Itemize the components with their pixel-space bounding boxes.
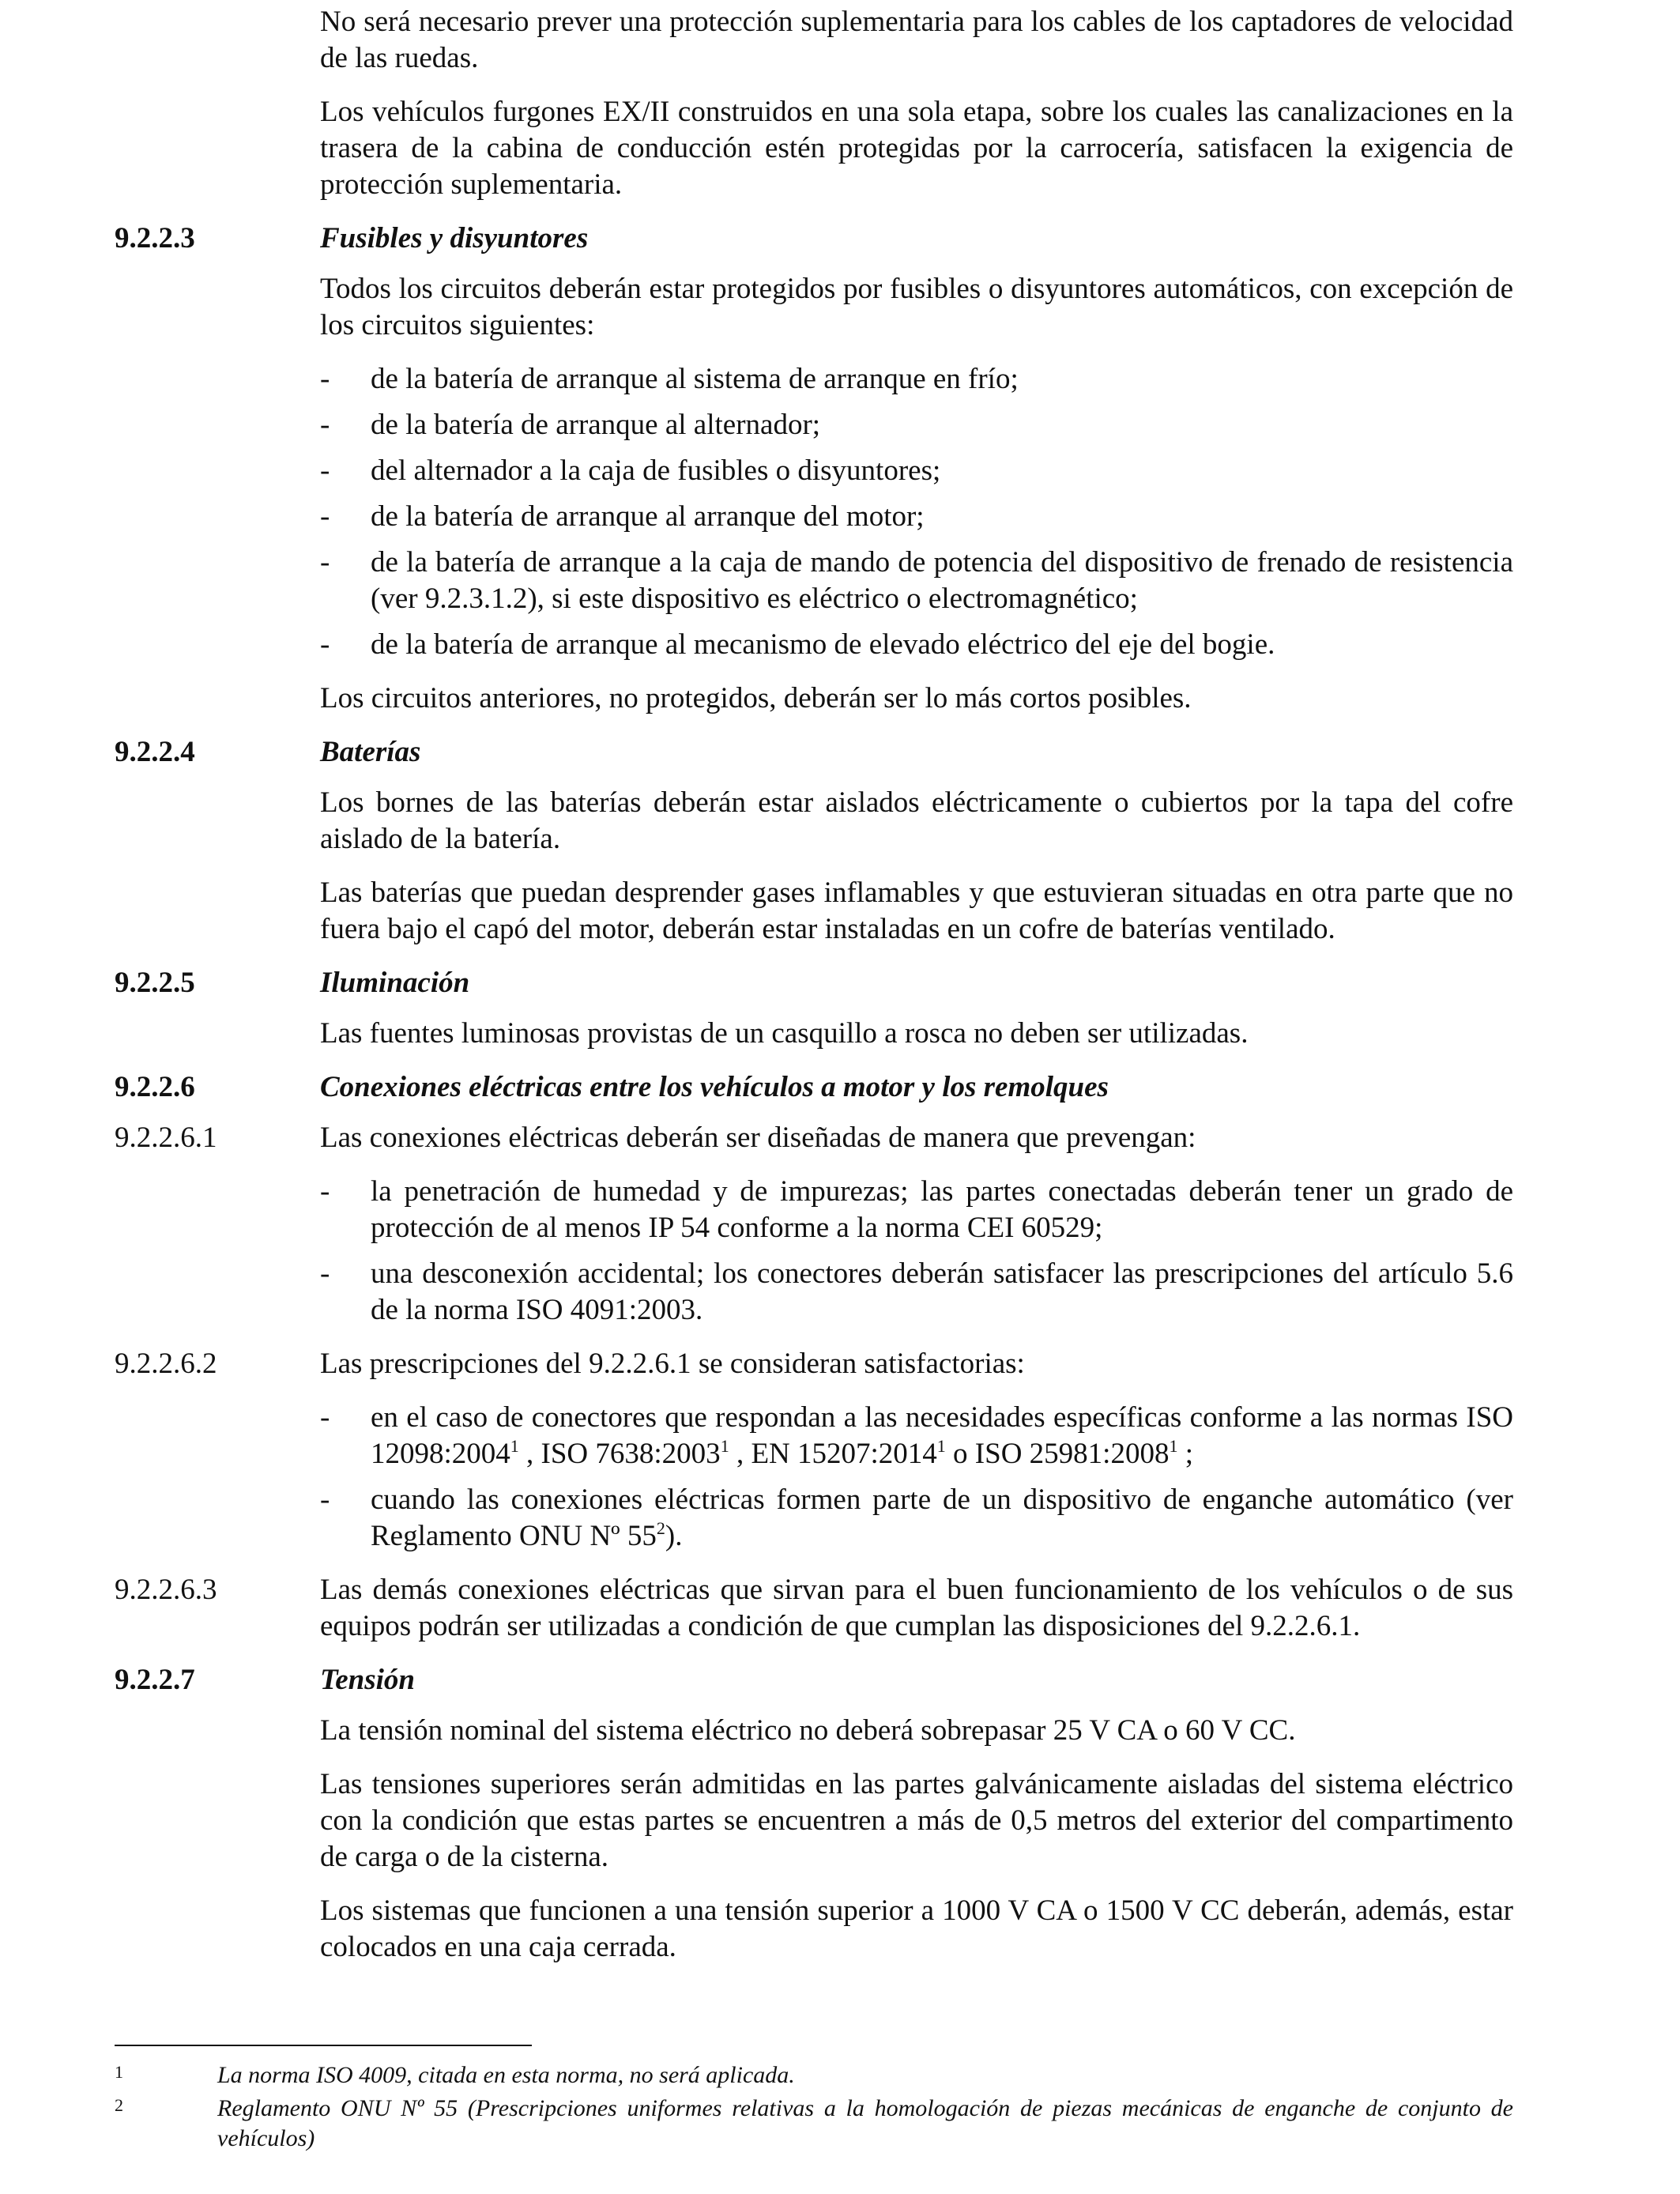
section-heading-9-2-2-7 <box>115 1662 1513 1698</box>
dash-marker: - <box>320 363 330 395</box>
subsection-text: Las conexiones eléctricas deberán ser diseñadas de manera que prevengan: <box>320 1122 1196 1154</box>
paragraph: No será necesario prever una protección suplementaria para los cables de los captadores de velocidad de las ruedas. <box>320 6 1513 74</box>
section-title: Baterías <box>320 736 421 768</box>
footnote-ref[interactable]: 1 <box>720 1436 729 1456</box>
paragraph: Los bornes de las baterías deberán estar aislados eléctricamente o cubiertos por la tapa del cofre aislado de la batería. <box>320 786 1513 855</box>
document-body <box>115 4 1513 1983</box>
list-item: - de la batería de arranque a la caja de mando de potencia del dispositivo de frenado de resistencia (ver 9.2.3.1.2), si este dispositivo es eléctrico o electromagnético; <box>320 545 1513 617</box>
standard-ref: ISO 12098:2004 <box>371 1401 1514 1470</box>
subsection-number: 9.2.2.6.3 <box>115 1574 217 1606</box>
section-number: 9.2.2.4 <box>115 736 195 768</box>
section-number: 9.2.2.7 <box>115 1664 195 1696</box>
standard-ref: o ISO 25981:2008 <box>953 1438 1170 1470</box>
dash-marker: - <box>320 546 330 579</box>
footnote-ref[interactable]: 1 <box>936 1436 946 1456</box>
footnote-ref[interactable]: 2 <box>656 1518 665 1538</box>
dash-marker: - <box>320 409 330 441</box>
section-heading-9-2-2-4 <box>115 734 1513 771</box>
list-item: - de la batería de arranque al mecanismo de elevado eléctrico del eje del bogie. <box>320 627 1513 663</box>
paragraph: La tensión nominal del sistema eléctrico no deberá sobrepasar 25 V CA o 60 V CC. <box>320 1714 1296 1747</box>
list-item: - cuando las conexiones eléctricas formen parte de un dispositivo de enganche automático (ver Reglamento ONU Nº $55^2$). <box>320 1482 1513 1555</box>
subsection-text: Las prescripciones del 9.2.2.6.1 se consideran satisfactorias: <box>320 1348 1025 1380</box>
list-item: - de la batería de arranque al alternador; <box>320 407 1513 443</box>
footnote <box>115 2094 1513 2154</box>
dash-marker: - <box>320 500 330 533</box>
paragraph: Las tensiones superiores serán admitidas en las partes galvánicamente aisladas del sistema eléctrico con la condición que estas partes se encuentren a más de 0,5 metros del exterior del compartimento de carga o de la cisterna. <box>320 1768 1513 1873</box>
paragraph: Todos los circuitos deberán estar protegidos por fusibles o disyuntores automáticos, con excepción de los circuitos siguientes: <box>320 273 1513 341</box>
bullet-list <box>320 1174 1513 1329</box>
section-heading-9-2-2-5 <box>115 965 1513 1001</box>
section-title: Tensión <box>320 1664 415 1696</box>
section-number: 9.2.2.3 <box>115 222 195 254</box>
section-heading-9-2-2-3 <box>115 221 1513 257</box>
footnote-ref[interactable]: 1 <box>1169 1436 1178 1456</box>
list-item: - una desconexión accidental; los conectores deberán satisfacer las prescripciones del artículo 5.6 de la norma ISO 4091:2003. <box>320 1256 1513 1329</box>
section-title: Conexiones eléctricas entre los vehículos a motor y los remolques <box>320 1071 1109 1103</box>
footnote-mark: 2 <box>115 2095 123 2115</box>
footnote <box>115 2060 1513 2090</box>
section-title: Iluminación <box>320 967 470 999</box>
bullet-list <box>320 1400 1513 1555</box>
footnote-separator <box>115 2045 532 2046</box>
standard-ref: , ISO 7638:2003 <box>526 1438 721 1470</box>
dash-marker: - <box>320 1175 330 1208</box>
subsection-9-2-2-6-1 <box>115 1120 1513 1156</box>
dash-marker: - <box>320 1401 330 1434</box>
list-item: - de la batería de arranque al sistema de arranque en frío; <box>320 361 1513 398</box>
list-item: - del alternador a la caja de fusibles o disyuntores; <box>320 453 1513 489</box>
footnote-ref[interactable]: 1 <box>510 1436 519 1456</box>
list-item: - la penetración de humedad y de impurezas; las partes conectadas deberán tener un grado de protección de al menos IP 54 conforme a la norma CEI 60529; <box>320 1174 1513 1246</box>
list-item: - de la batería de arranque al arranque del motor; <box>320 499 1513 535</box>
dash-marker: - <box>320 628 330 661</box>
paragraph: Los circuitos anteriores, no protegidos, deberán ser lo más cortos posibles. <box>320 682 1192 714</box>
subsection-9-2-2-6-3 <box>115 1572 1513 1645</box>
paragraph: Los sistemas que funcionen a una tensión superior a 1000 V CA o 1500 V CC deberán, además, estar colocados en una caja cerrada. <box>320 1894 1513 1963</box>
dash-marker: - <box>320 1257 330 1290</box>
list-item: - en el caso de conectores que respondan a las necesidades específicas conforme a las normas ISO 12098:2004$^1$ , ISO 7638:2003$^1$ , EN 15207:2014$^1$ o ISO 25981:2008$^1$ ; <box>320 1400 1513 1472</box>
paragraph: Las baterías que puedan desprender gases inflamables y que estuvieran situadas en otra parte que no fuera bajo el capó del motor, deberán estar instaladas en un cofre de baterías ventilado. <box>320 876 1513 945</box>
paragraph: Los vehículos furgones EX/II construidos en una sola etapa, sobre los cuales las canalizaciones en la trasera de la cabina de conducción estén protegidas por la carrocería, satisfacen la exigencia de protección suplementaria. <box>320 96 1513 201</box>
section-heading-9-2-2-6 <box>115 1069 1513 1106</box>
dash-marker: - <box>320 1483 330 1516</box>
subsection-number: 9.2.2.6.1 <box>115 1122 217 1154</box>
footnotes <box>115 2060 1513 2157</box>
standard-ref: , EN 15207:2014 <box>736 1438 937 1470</box>
section-number: 9.2.2.6 <box>115 1071 195 1103</box>
footnote-text: La norma ISO 4009, citada en esta norma, no será aplicada. <box>217 2062 795 2088</box>
dash-marker: - <box>320 454 330 487</box>
subsection-number: 9.2.2.6.2 <box>115 1348 217 1380</box>
footnote-text: Reglamento ONU Nº 55 (Prescripciones uniformes relativas a la homologación de piezas mecánicas de enganche de conjunto de vehículos) <box>217 2095 1513 2151</box>
subsection-text: Las demás conexiones eléctricas que sirvan para el buen funcionamiento de los vehículos o de sus equipos podrán ser utilizadas a condición de que cumplan las disposiciones del 9.2.2.6.1. <box>320 1574 1513 1642</box>
paragraph: Las fuentes luminosas provistas de un casquillo a rosca no deben ser utilizadas. <box>320 1017 1249 1050</box>
section-number: 9.2.2.5 <box>115 967 195 999</box>
footnote-mark: 1 <box>115 2062 123 2082</box>
bullet-list <box>320 361 1513 663</box>
subsection-9-2-2-6-2 <box>115 1346 1513 1382</box>
section-title: Fusibles y disyuntores <box>320 222 589 254</box>
